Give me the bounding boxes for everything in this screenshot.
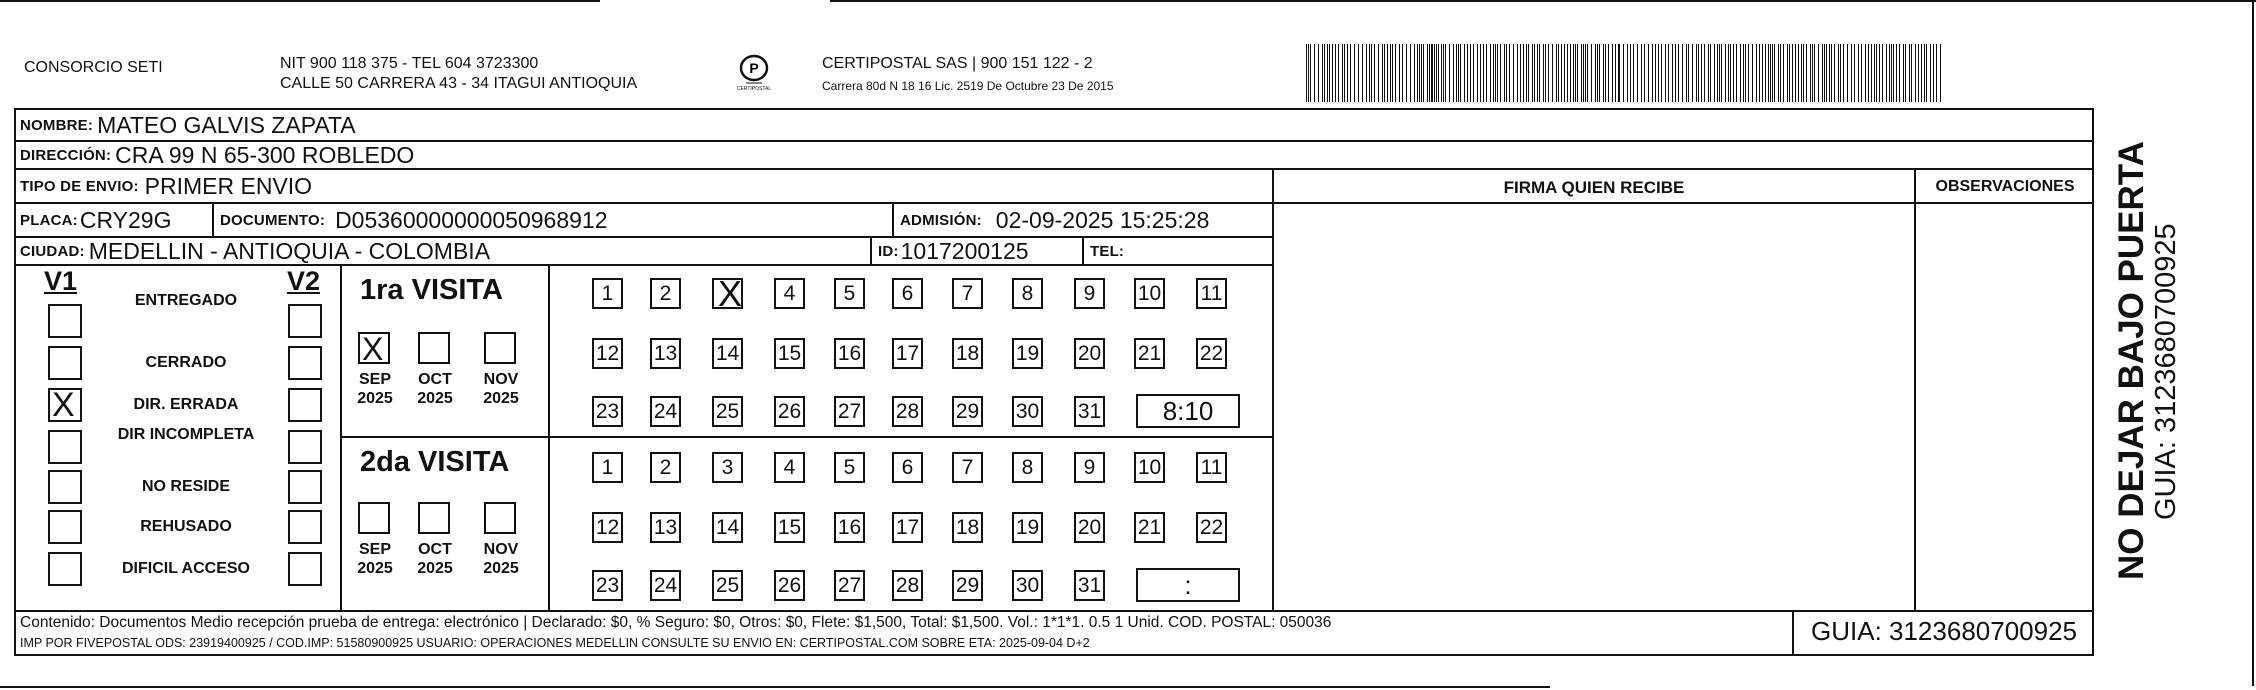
- address-label: DIRECCIÓN:: [20, 146, 112, 164]
- visit1-day-17[interactable]: 17: [892, 338, 923, 369]
- visit2-day-9[interactable]: 9: [1074, 452, 1105, 483]
- visit1-day-3[interactable]: [712, 278, 743, 309]
- visit1-day-5[interactable]: 5: [834, 278, 865, 309]
- status-label-0: ENTREGADO: [134, 292, 238, 309]
- visit1-month-checkbox-0[interactable]: [358, 332, 390, 364]
- v2-checkbox-5[interactable]: [288, 510, 322, 544]
- v1-checkbox-0[interactable]: [48, 304, 82, 338]
- plate-label: PLACA:: [20, 211, 78, 229]
- visit1-day-16[interactable]: 16: [834, 338, 865, 369]
- visit1-day-21[interactable]: 21: [1134, 338, 1165, 369]
- visit2-day-17[interactable]: 17: [892, 512, 923, 543]
- id-value: 1017200125: [900, 237, 1029, 264]
- visit1-day-31[interactable]: 31: [1074, 396, 1105, 427]
- visit1-day-29[interactable]: 29: [952, 396, 983, 427]
- visit1-day-8[interactable]: 8: [1012, 278, 1043, 309]
- visit1-day-14[interactable]: 14: [712, 338, 743, 369]
- visit2-day-8[interactable]: 8: [1012, 452, 1043, 483]
- status-label-4: NO RESIDE: [141, 478, 230, 495]
- visit2-day-24[interactable]: 24: [650, 570, 681, 601]
- license-line: Carrera 80d N 18 16 Lic. 2519 De Octubre 23 De 2015: [822, 79, 1114, 93]
- visit2-day-19[interactable]: 19: [1012, 512, 1043, 543]
- carrier-line: CERTIPOSTAL SAS | 900 151 122 - 2: [822, 55, 1093, 72]
- visit1-day-24[interactable]: 24: [650, 396, 681, 427]
- visit2-day-3[interactable]: 3: [712, 452, 743, 483]
- address-row: [14, 142, 414, 168]
- visit2-day-6[interactable]: 6: [892, 452, 923, 483]
- visit1-day-27[interactable]: 27: [834, 396, 865, 427]
- visit2-day-4[interactable]: 4: [774, 452, 805, 483]
- visit1-day-20[interactable]: 20: [1074, 338, 1105, 369]
- visit1-month-label-1: OCT 2025: [417, 371, 453, 407]
- visit2-day-23[interactable]: 23: [592, 570, 623, 601]
- visit2-month-checkbox-1[interactable]: [418, 502, 450, 534]
- name-label: NOMBRE:: [20, 116, 94, 134]
- nit-line: NIT 900 118 375 - TEL 604 3723300: [280, 55, 539, 72]
- visit1-day-26[interactable]: 26: [774, 396, 805, 427]
- visit1-day-1[interactable]: 1: [592, 278, 623, 309]
- visit1-month-checkbox-1[interactable]: [418, 332, 450, 364]
- address-value: CRA 99 N 65-300 ROBLEDO: [115, 141, 415, 168]
- visit2-day-25[interactable]: 25: [712, 570, 743, 601]
- footer-imp-line: IMP POR FIVEPOSTAL ODS: 23919400925 / COD.IMP: 51580900925 USUARIO: OPERACIONES MEDELLIN CONSULTE SU ENVIO EN: CERTIPOSTAL.COM SOBRE ETA: 2025-09-04 D+2: [20, 636, 1090, 650]
- observations-header: OBSERVACIONES: [1935, 178, 2075, 195]
- v2-checkbox-0[interactable]: [288, 304, 322, 338]
- v1-checkbox-4[interactable]: [48, 470, 82, 504]
- status-label-3: DIR INCOMPLETA: [117, 426, 255, 443]
- document-value: D05360000000050968912: [335, 206, 608, 233]
- name-value: MATEO GALVIS ZAPATA: [97, 111, 356, 138]
- admission-value: 02-09-2025 15:25:28: [995, 206, 1210, 233]
- visit2-month-checkbox-2[interactable]: [484, 502, 516, 534]
- visit2-day-1[interactable]: 1: [592, 452, 623, 483]
- status-label-2: DIR. ERRADA: [133, 396, 239, 413]
- barcode: [1306, 44, 1946, 102]
- svg-text:P: P: [749, 60, 759, 76]
- visit2-title: 2da VISITA: [360, 446, 510, 478]
- visit1-month-checkbox-2[interactable]: [484, 332, 516, 364]
- visit2-day-29[interactable]: 29: [952, 570, 983, 601]
- v2-checkbox-4[interactable]: [288, 470, 322, 504]
- visit1-month-label-2: NOV 2025: [483, 371, 519, 407]
- v2-checkbox-3[interactable]: [288, 430, 322, 464]
- address-line: CALLE 50 CARRERA 43 - 34 ITAGUI ANTIOQUIA: [280, 75, 638, 92]
- visit1-day-28[interactable]: 28: [892, 396, 923, 427]
- visit1-day-15[interactable]: 15: [774, 338, 805, 369]
- visit1-day-10[interactable]: 10: [1134, 278, 1165, 309]
- signature-header: FIRMA QUIEN RECIBE: [1503, 178, 1685, 197]
- visit1-month-label-0: SEP 2025: [357, 371, 393, 407]
- city-value: MEDELLIN - ANTIOQUIA - COLOMBIA: [88, 237, 491, 264]
- status-label-6: DIFICIL ACCESO: [121, 560, 250, 577]
- admission-label: ADMISIÓN:: [900, 211, 982, 229]
- visit2-month-label-0: SEP 2025: [357, 541, 393, 577]
- visit1-day-2[interactable]: 2: [650, 278, 681, 309]
- v2-checkbox-2[interactable]: [288, 388, 322, 422]
- visit2-month-label-1: OCT 2025: [417, 541, 453, 577]
- v1-checkbox-1[interactable]: [48, 346, 82, 380]
- v2-label: V2: [287, 266, 321, 296]
- visit1-day-9[interactable]: 9: [1074, 278, 1105, 309]
- id-label: ID:: [878, 242, 899, 260]
- admission-row: [894, 204, 1209, 236]
- tel-label: TEL:: [1090, 242, 1125, 260]
- logo-caption: CERTIPOSTAL: [736, 86, 772, 92]
- visit2-month-checkbox-0[interactable]: [358, 502, 390, 534]
- side-instruction: NO DEJAR BAJO PUERTA: [2112, 141, 2151, 580]
- document-row: [214, 204, 608, 236]
- name-row: [14, 110, 356, 140]
- visit2-day-26[interactable]: 26: [774, 570, 805, 601]
- visit2-day-20[interactable]: 20: [1074, 512, 1105, 543]
- plate-value: CRY29G: [79, 206, 172, 233]
- shipment-type-label: TIPO DE ENVIO:: [20, 177, 139, 195]
- side-guia: GUIA: 3123680700925: [2150, 223, 2182, 520]
- visit1-day-19[interactable]: 19: [1012, 338, 1043, 369]
- visit2-day-2[interactable]: 2: [650, 452, 681, 483]
- visit2-day-7[interactable]: 7: [952, 452, 983, 483]
- plate-row: [14, 204, 172, 236]
- visit2-day-11[interactable]: 11: [1196, 452, 1227, 483]
- v2-checkbox-6[interactable]: [288, 552, 322, 586]
- shipment-type-value: PRIMER ENVIO: [144, 172, 313, 199]
- v1-checkbox-5[interactable]: [48, 510, 82, 544]
- city-label: CIUDAD:: [20, 242, 85, 260]
- visit2-day-12[interactable]: 12: [592, 512, 623, 543]
- visit2-day-13[interactable]: 13: [650, 512, 681, 543]
- visit2-day-5[interactable]: 5: [834, 452, 865, 483]
- visit1-day-30[interactable]: 30: [1012, 396, 1043, 427]
- id-row: [872, 238, 1029, 264]
- footer-content-line: Contenido: Documentos Medio recepción prueba de entrega: electrónico | Declarado: $0, % Seguro: $0, Otros: $0, Flete: $1,500, Total: $1,500. Vol.: 1*1*1. 0.5 1 Unid. COD. POSTAL: 050036: [20, 614, 1332, 631]
- v1-label: V1: [44, 266, 78, 296]
- v1-checkbox-6[interactable]: [48, 552, 82, 586]
- city-row: [14, 238, 490, 264]
- visit1-day-22[interactable]: 22: [1196, 338, 1227, 369]
- visit2-day-27[interactable]: 27: [834, 570, 865, 601]
- certipostal-logo: [734, 50, 774, 96]
- visit2-day-10[interactable]: 10: [1134, 452, 1165, 483]
- visit2-day-22[interactable]: 22: [1196, 512, 1227, 543]
- visit2-day-21[interactable]: 21: [1134, 512, 1165, 543]
- v1-checkbox-2[interactable]: [48, 388, 82, 422]
- visit1-day-23[interactable]: 23: [592, 396, 623, 427]
- visit1-day-6[interactable]: 6: [892, 278, 923, 309]
- visit1-time-field[interactable]: 8:10: [1136, 394, 1240, 428]
- visit2-day-30[interactable]: 30: [1012, 570, 1043, 601]
- visit2-day-31[interactable]: 31: [1074, 570, 1105, 601]
- tel-row: [1084, 238, 1128, 264]
- visit2-month-label-2: NOV 2025: [483, 541, 519, 577]
- v1-checkbox-3[interactable]: [48, 430, 82, 464]
- visit1-day-11[interactable]: 11: [1196, 278, 1227, 309]
- document-label: DOCUMENTO:: [220, 211, 326, 229]
- visit2-day-14[interactable]: 14: [712, 512, 743, 543]
- status-label-1: CERRADO: [145, 354, 227, 371]
- visit1-day-12[interactable]: 12: [592, 338, 623, 369]
- visit1-day-7[interactable]: 7: [952, 278, 983, 309]
- visit1-day-4[interactable]: 4: [774, 278, 805, 309]
- visit1-day-18[interactable]: 18: [952, 338, 983, 369]
- visit1-day-13[interactable]: 13: [650, 338, 681, 369]
- footer-guia: GUIA: 3123680700925: [1811, 616, 2077, 646]
- v2-checkbox-1[interactable]: [288, 346, 322, 380]
- status-label-5: REHUSADO: [140, 518, 232, 535]
- visit2-time-field[interactable]: :: [1136, 568, 1240, 602]
- visit1-day-25[interactable]: 25: [712, 396, 743, 427]
- visit2-day-18[interactable]: 18: [952, 512, 983, 543]
- company-name: CONSORCIO SETI: [24, 59, 163, 76]
- visit2-day-28[interactable]: 28: [892, 570, 923, 601]
- visit2-day-16[interactable]: 16: [834, 512, 865, 543]
- shipment-type-row: [14, 170, 312, 202]
- visit1-title: 1ra VISITA: [360, 274, 503, 306]
- visit2-day-15[interactable]: 15: [774, 512, 805, 543]
